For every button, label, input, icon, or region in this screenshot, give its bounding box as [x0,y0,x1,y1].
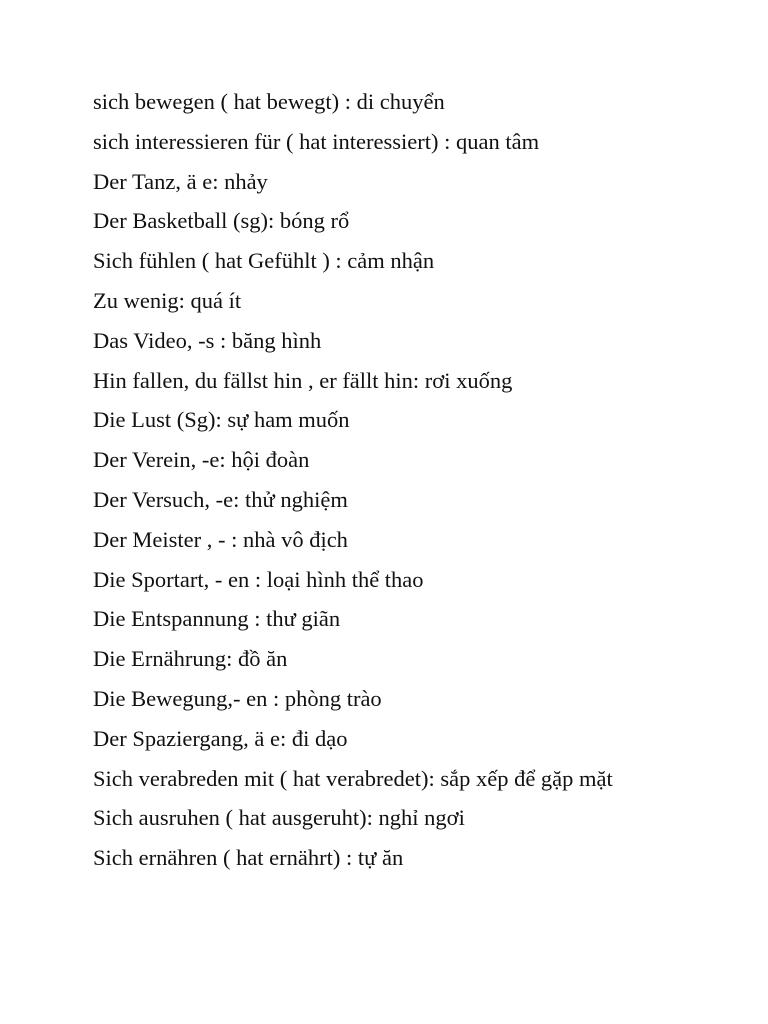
vocab-line: Die Bewegung,- en : phòng trào [93,685,382,711]
vocabulary-list [93,87,673,883]
vocab-line: Der Meister , - : nhà vô địch [93,526,348,552]
vocab-line: Die Entspannung : thư giãn [93,606,341,632]
vocab-line: Hin fallen, du fällst hin , er fällt hin: rơi xuống [93,367,513,393]
vocab-line: sich interessieren für ( hat interessiert) : quan tâm [93,128,540,154]
vocab-line: Der Tanz, ä e: nhảy [93,168,268,194]
vocab-line: Der Spaziergang, ä e: đi dạo [93,725,348,751]
vocab-line: Die Lust (Sg): sự ham muốn [93,407,350,433]
vocab-line: Der Verein, -e: hội đoàn [93,447,310,473]
vocab-line: Der Basketball (sg): bóng rổ [93,208,350,234]
vocab-line: Sich ernähren ( hat ernährt) : tự ăn [93,845,404,871]
vocab-line: Der Versuch, -e: thử nghiệm [93,486,348,512]
vocab-line: Die Sportart, - en : loại hình thể thao [93,566,424,592]
vocab-line: sich bewegen ( hat bewegt) : di chuyển [93,89,445,114]
vocab-line: Sich fühlen ( hat Gefühlt ) : cảm nhận [93,248,435,274]
vocab-line: Zu wenig: quá ít [93,287,242,313]
vocab-line: Das Video, -s : băng hình [93,327,322,353]
vocab-line: Sich ausruhen ( hat ausgeruht): nghỉ ngơi [93,805,465,831]
vocab-line: Sich verabreden mit ( hat verabredet): sắp xếp để gặp mặt [93,765,613,791]
vocab-line: Die Ernährung: đồ ăn [93,646,288,672]
